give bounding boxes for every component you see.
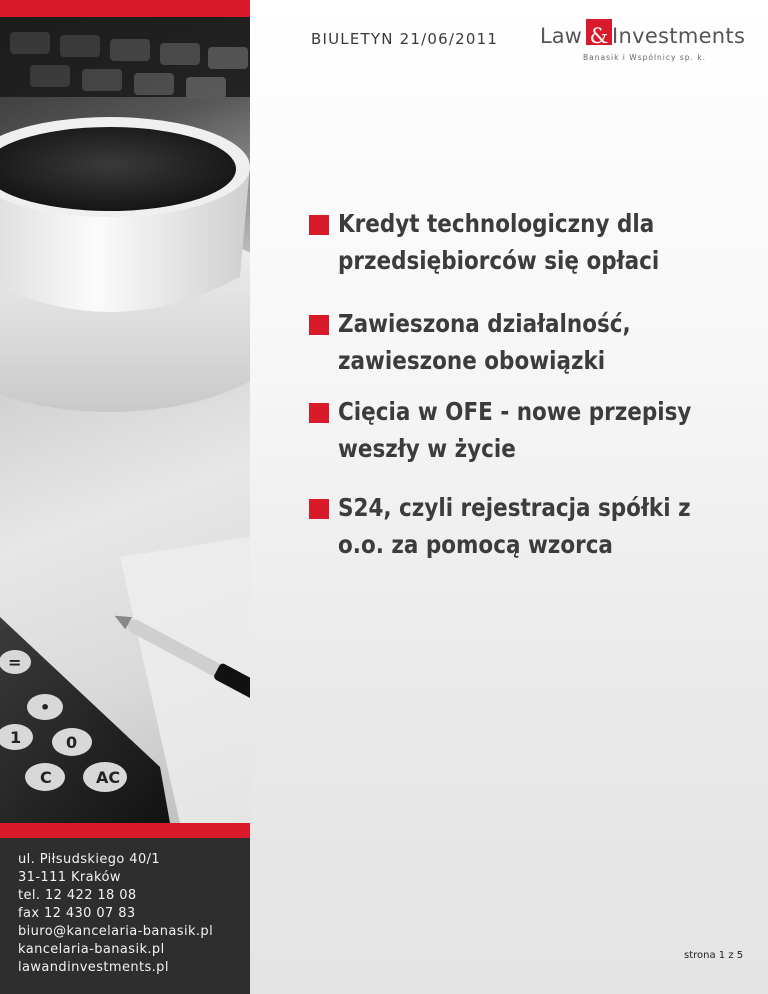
address-city: 31-111 Kraków: [18, 870, 121, 885]
coffee-cup-calculator-photo: [0, 17, 250, 823]
photo-illustration: [0, 17, 250, 823]
page-number: strona 1 z 5: [684, 950, 744, 961]
red-square-bullet-icon: [309, 315, 329, 335]
address-website-kancelaria[interactable]: kancelaria-banasik.pl: [18, 942, 165, 957]
svg-text:AC: AC: [96, 768, 121, 787]
svg-text:=: =: [8, 653, 22, 672]
address-website-lawandinvestments[interactable]: lawandinvestments.pl: [18, 960, 169, 975]
svg-text:1: 1: [10, 728, 22, 747]
red-square-bullet-icon: [309, 215, 329, 235]
accent-bar-top: [0, 0, 250, 17]
headline-title: Zawieszona działalność, zawieszone obowiązki: [338, 309, 631, 375]
headline-title: Kredyt technologiczny dla przedsiębiorców się opłaci: [338, 209, 660, 275]
address-box: [0, 838, 250, 994]
logo-law-text: Law: [540, 24, 582, 48]
logo-ampersand: &: [589, 24, 609, 48]
bulletin-date-title: BIULETYN 21/06/2011: [311, 30, 499, 48]
company-logo: [540, 18, 746, 78]
address-email[interactable]: biuro@kancelaria-banasik.pl: [18, 924, 214, 939]
red-square-bullet-icon: [309, 403, 329, 423]
headline-title: Cięcia w OFE - nowe przepisy weszły w życie: [338, 397, 692, 463]
svg-text:0: 0: [66, 733, 78, 752]
headline-title: S24, czyli rejestracja spółki z o.o. za pomocą wzorca: [338, 493, 691, 559]
address-fax: fax 12 430 07 83: [18, 906, 136, 921]
red-square-bullet-icon: [309, 499, 329, 519]
address-phone: tel. 12 422 18 08: [18, 888, 137, 903]
logo-subtitle: Banasik i Wspólnicy sp. k.: [583, 53, 706, 62]
accent-bar-bottom: [0, 823, 250, 838]
cover-photo-panel: [0, 0, 250, 994]
svg-text:•: •: [40, 698, 51, 717]
svg-text:C: C: [40, 768, 52, 787]
address-street: ul. Piłsudskiego 40/1: [18, 852, 161, 867]
logo-investments-text: Investments: [612, 24, 746, 48]
